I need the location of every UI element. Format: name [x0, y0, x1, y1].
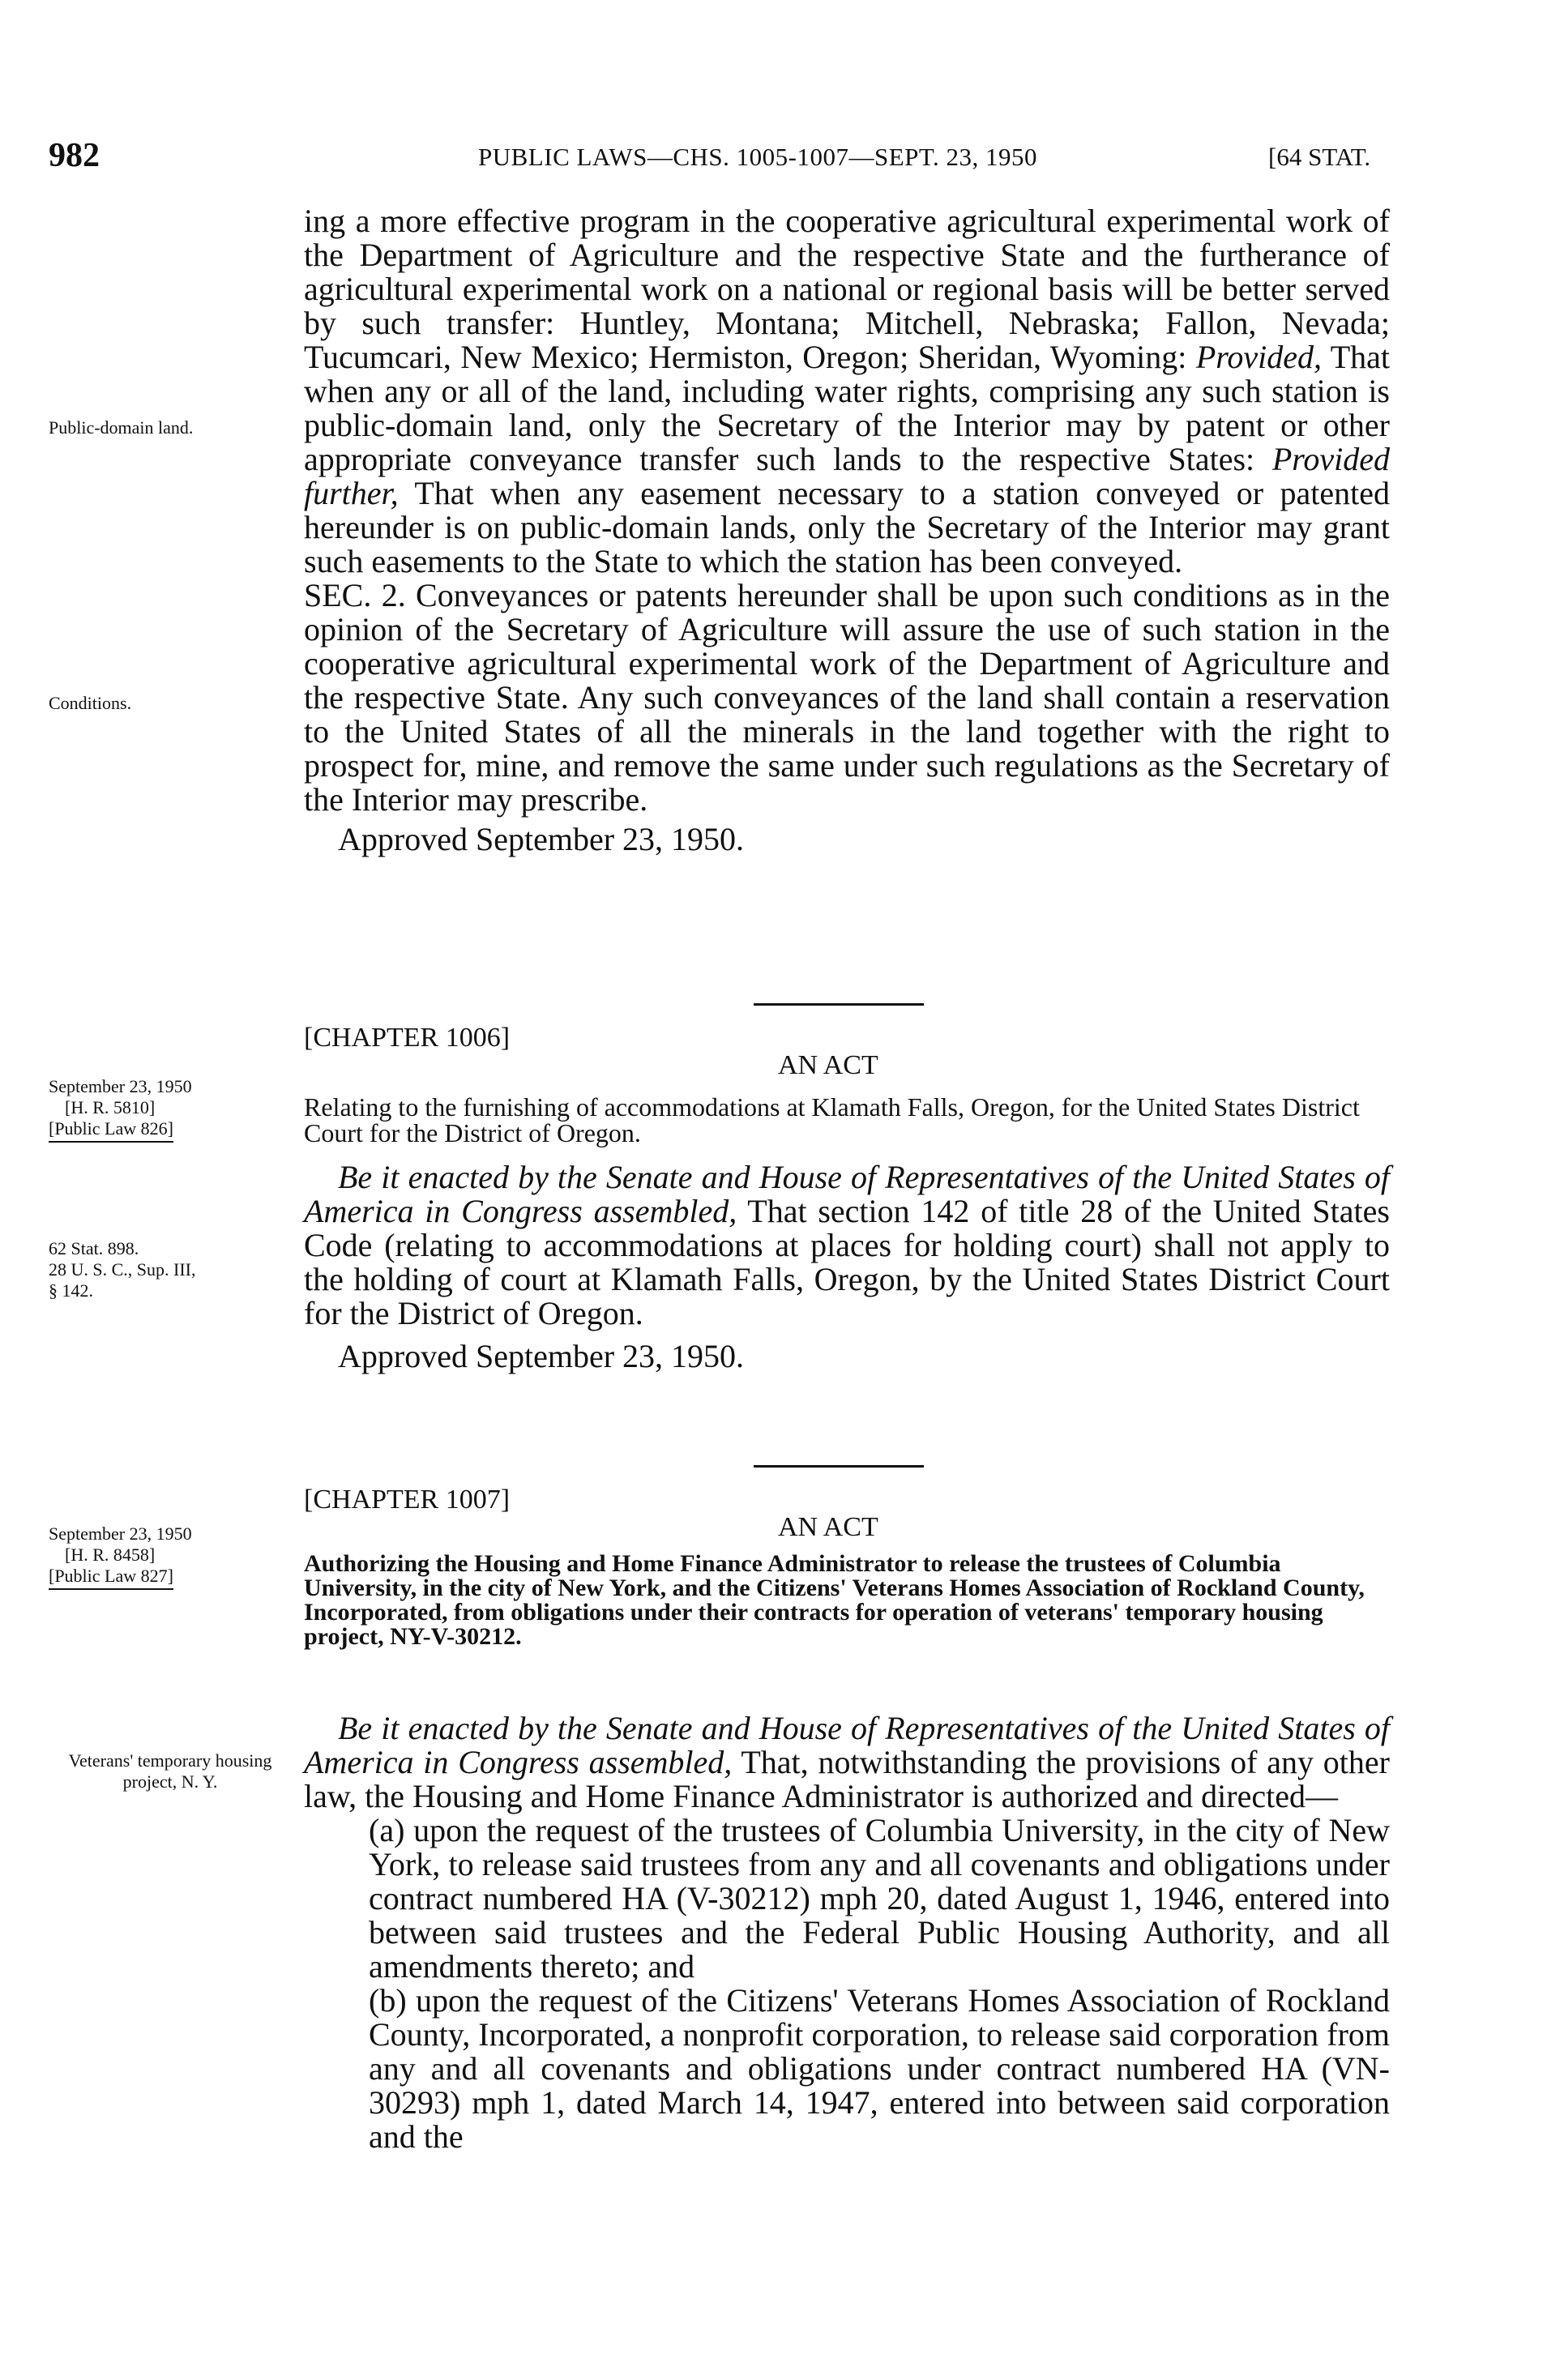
running-head: PUBLIC LAWS—CHS. 1005-1007—SEPT. 23, 1950: [478, 143, 1038, 171]
ch1007-enact: Be it enacted by the Senate and House of Representatives of the United States of America in Congress assembled, That, notwithstanding the provisions of any other law, the Housing and Home Finance Administrator is authorized and directed—: [304, 1710, 1390, 1814]
ch1007-title: Authorizing the Housing and Home Finance Administrator to release the trustees of Columbia University, in the city of New York, and the Citizens' Veterans Homes Association of Rockland County, Incorporated, from obligations under their contracts for operation of veterans' temporary housing project, NY-V-30212.: [304, 1550, 1365, 1650]
section-rule: [754, 1003, 924, 1006]
ch1007-an-act: AN ACT: [778, 1512, 878, 1542]
ch1007-text: [304, 1711, 1390, 2154]
ch1007-item-b: (b) upon the request of the Citizens' Veterans Homes Association of Rockland County, Incorporated, a nonprofit corporation, to release said corporation from any and all covenants and obligations under contract numbered HA (VN-30293) mph 1, dated March 14, 1947, entered into between said corporation and the: [369, 1982, 1390, 2155]
ch1005-para1: ing a more effective program in the cooperative agricultural experimental work of the Department of Agriculture and the respective State and the furtherance of agricultural experimental work on a national or regional basis will be better served by such transfer: Huntley, Montana; Mitchell, Nebraska; Fallon, Nevada; Tucumcari, New Mexico; Hermiston, Oregon; Sheridan, Wyoming: Provided, That when any or all of the land, including water rights, comprising any such station is public-domain land, only the Secretary of the Interior may by patent or other appropriate conveyance transfer such lands to the respective States: Provided further, That when any easement necessary to a station conveyed or patented hereunder is on public-domain lands, only the Secretary of the Interior may grant such easements to the State to which the station has been conveyed.: [304, 203, 1391, 579]
ch1005-sec2: SEC. 2. Conveyances or patents hereunder shall be upon such conditions as in the opinion of the Secretary of Agriculture will assure the use of such station in the cooperative agricultural experimental work of the Department of Agriculture and the respective State. Any such conveyances of the land shall contain a reservation to the United States of all the minerals in the land together with the right to prospect for, mine, and remove the same under such regulations as the Secretary of the Interior may prescribe.: [304, 577, 1390, 818]
ch1005-text: [304, 204, 1390, 857]
ch1007-chapter: [CHAPTER 1007]: [304, 1485, 511, 1515]
ch1006-notes: September 23, 1950 [H. R. 5810] [Public Law 826]: [49, 1076, 292, 1143]
ch1006-citation: 62 Stat. 898. 28 U. S. C., Sup. III, § 142.: [49, 1238, 196, 1301]
page-number: 982: [49, 137, 100, 174]
note-conditions: Conditions.: [49, 693, 132, 713]
ch1005-approved: Approved September 23, 1950.: [338, 821, 745, 857]
ch1006-title: Relating to the furnishing of accommodations at Klamath Falls, Oregon, for the United States District Court for the District of Oregon.: [304, 1092, 1360, 1147]
volume-ref: [64 STAT.: [1268, 143, 1371, 171]
section-rule-2: [754, 1465, 924, 1468]
ch1006-approved: Approved September 23, 1950.: [338, 1338, 745, 1374]
ch1006-text: [304, 1160, 1390, 1374]
ch1006-enact: Be it enacted by the Senate and House of Representatives of the United States of America in Congress assembled, That section 142 of title 28 of the United States Code (relating to accommodations at places for holding court) shall not apply to the holding of court at Klamath Falls, Oregon, by the United States District Court for the District of Oregon.: [304, 1159, 1390, 1331]
ch1006-an-act: AN ACT: [778, 1050, 878, 1080]
ch1006-chapter: [CHAPTER 1006]: [304, 1023, 511, 1053]
note-veterans: Veterans' temporary housing project, N. Y.: [68, 1750, 272, 1792]
ch1007-item-a: (a) upon the request of the trustees of Columbia University, in the city of New York, to release said trustees from any and all covenants and obligations under contract numbered HA (V-30212) mph 20, dated August 1, 1946, entered into between said trustees and the Federal Public Housing Authority, and all amendments thereto; and: [369, 1812, 1390, 1985]
ch1007-notes: September 23, 1950 [H. R. 8458] [Public Law 827]: [49, 1523, 292, 1590]
note-public-domain: Public-domain land.: [49, 417, 194, 438]
page-header: [49, 136, 1426, 177]
